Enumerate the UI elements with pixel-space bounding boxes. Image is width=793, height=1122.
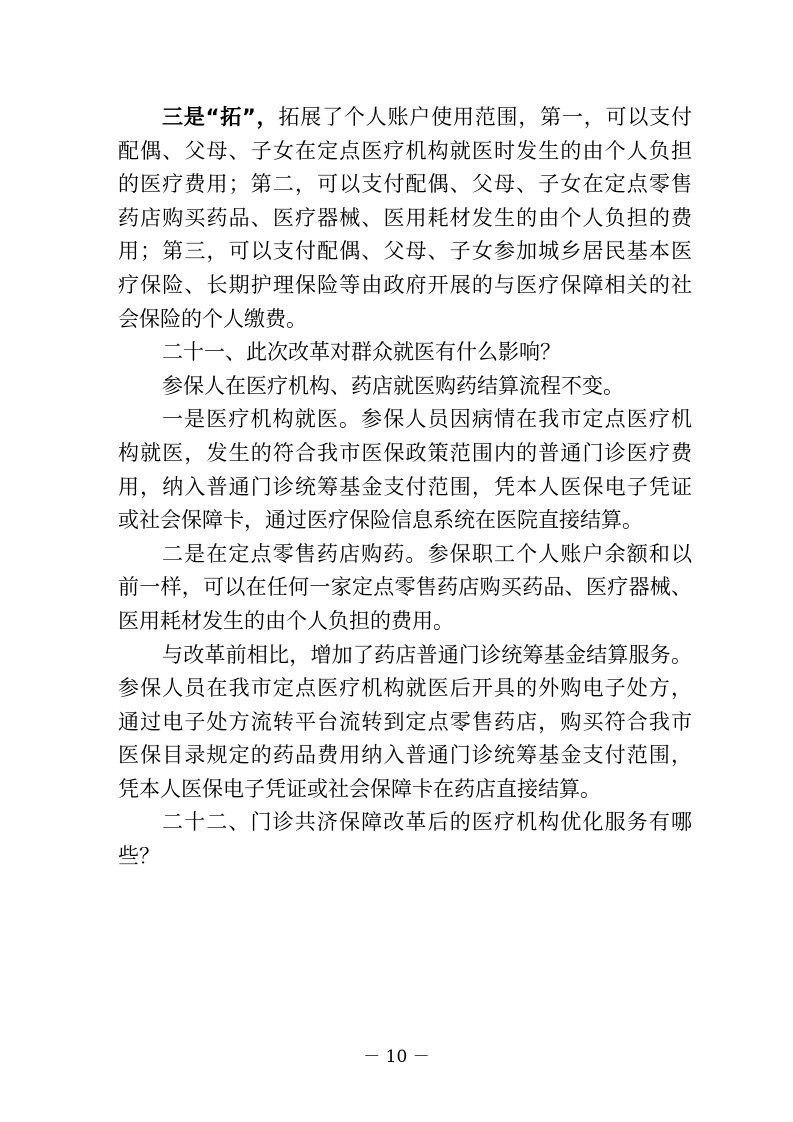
text-line: 些？ — [118, 844, 160, 869]
text-line: 前一样，可以在任何一家定点零售药店购买药品、医疗器械、 — [118, 575, 692, 600]
text-line: 会保险的个人缴费。 — [118, 306, 307, 331]
paragraph-lead: 三是“拓”， — [162, 105, 279, 129]
text-line: 通过电子处方流转平台流转到定点零售药店，购买符合我市 — [118, 709, 692, 734]
body-text — [118, 101, 692, 874]
text-line: 凭本人医保电子凭证或社会保障卡在药店直接结算。 — [118, 776, 601, 801]
text-line: 用，纳入普通门诊统筹基金支付范围，凭本人医保电子凭证 — [118, 474, 692, 499]
paragraph-personal-account-scope — [118, 101, 692, 336]
text-line: 二十二、门诊共济保障改革后的医疗机构优化服务有哪 — [162, 810, 692, 835]
text-line: 参保人员在我市定点医疗机构就医后开具的外购电子处方， — [118, 676, 692, 701]
text-line: 配偶、父母、子女在定点医疗机构就医时发生的由个人负担 — [118, 138, 692, 163]
paragraph-pharmacy-settlement-service — [118, 639, 692, 807]
text-line: 二是在定点零售药店购药。参保职工个人账户余额和以 — [162, 541, 692, 566]
paragraph-settlement-unchanged — [118, 370, 692, 404]
text-line: 二十一、此次改革对群众就医有什么影响？ — [162, 340, 561, 365]
question-22-heading — [118, 806, 692, 873]
question-21-heading — [118, 336, 692, 370]
text-line: 药店购买药品、医疗器械、医用耗材发生的由个人负担的费 — [118, 205, 692, 230]
text-line: 与改革前相比，增加了药店普通门诊统筹基金结算服务。 — [162, 642, 692, 667]
text-line: 医用耗材发生的由个人负担的费用。 — [118, 608, 454, 633]
text-line: 构就医，发生的符合我市医保政策范围内的普通门诊医疗费 — [118, 440, 692, 465]
page-number: － 10 － — [363, 1047, 430, 1067]
text-line: 的医疗费用；第二，可以支付配偶、父母、子女在定点零售 — [118, 172, 692, 197]
text-line: 三是“拓”，拓展了个人账户使用范围，第一，可以支付 — [162, 105, 692, 129]
text-line: 医保目录规定的药品费用纳入普通门诊统筹基金支付范围， — [118, 743, 692, 768]
paragraph-hospital-visit — [118, 403, 692, 537]
text-line: 或社会保障卡，通过医疗保险信息系统在医院直接结算。 — [118, 508, 643, 533]
text-line: 疗保险、长期护理保险等由政府开展的与医疗保障相关的社 — [118, 272, 692, 297]
paragraph-pharmacy-purchase — [118, 538, 692, 639]
text-line: 用；第三，可以支付配偶、父母、子女参加城乡居民基本医 — [118, 239, 692, 264]
text-line: 参保人在医疗机构、药店就医购药结算流程不变。 — [162, 373, 624, 398]
text-line: 一是医疗机构就医。参保人员因病情在我市定点医疗机 — [162, 407, 692, 432]
